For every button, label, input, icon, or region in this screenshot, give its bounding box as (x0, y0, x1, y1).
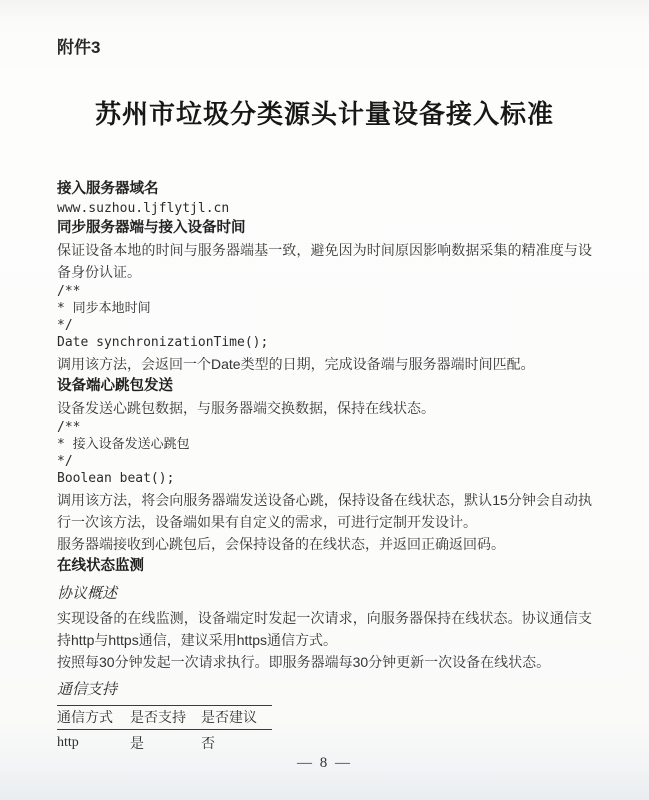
section-heading-online-status: 在线状态监测 (57, 558, 144, 574)
code-line: www.suzhou.ljflytjl.cn (57, 201, 230, 216)
section-heading-heartbeat: 设备端心跳包发送 (57, 378, 173, 394)
attachment-label: 附件3 (57, 38, 101, 57)
subheading-protocol-overview: 协议概述 (57, 586, 118, 602)
table-cell-method-http: http (57, 735, 79, 750)
document-title: 苏州市垃圾分类源头计量设备接入标准 (94, 100, 554, 129)
code-line: */ (57, 454, 73, 469)
time-sync-explanation: 调用该方法，会返回一个Date类型的日期，完成设备端与服务器端时间匹配。 (57, 356, 535, 372)
document-body (57, 178, 592, 754)
heartbeat-code-block (57, 419, 592, 487)
col-header-recommended: 是否建议 (201, 706, 272, 730)
page-number: — 8 — (297, 755, 352, 771)
code-line: * 接入设备发送心跳包 (57, 437, 190, 452)
col-header-comm-method: 通信方式 (57, 706, 130, 730)
table-cell-recommended-value: 否 (201, 735, 215, 751)
code-line: /** (57, 284, 81, 299)
table-cell-supported-value: 是 (130, 735, 144, 751)
table-header-row (57, 706, 272, 730)
code-line: /** (57, 420, 81, 435)
online-status-overview: 实现设备的在线监测，设备端定时发起一次请求，向服务器保持在线状态。协议通信支持http与https通信，建议采用https通信方式。 (57, 610, 592, 648)
heartbeat-explanation: 调用该方法，将会向服务器端发送设备心跳，保持设备在线状态，默认15分钟会自动执行一次该方法，设备端如果有自定义的需求，可进行定制开发设计。 (57, 492, 592, 530)
heartbeat-note: 服务器端接收到心跳包后，会保持设备的在线状态，并返回正确返回码。 (57, 536, 505, 552)
subheading-comm-support: 通信支持 (57, 682, 118, 698)
heartbeat-intro: 设备发送心跳包数据，与服务器端交换数据，保持在线状态。 (57, 400, 435, 416)
time-sync-code-block (57, 283, 592, 351)
time-sync-intro: 保证设备本地的时间与服务器端基一致，避免因为时间原因影响数据采集的精准度与设备身份认证。 (57, 242, 592, 280)
table-row (57, 730, 272, 755)
server-domain-text (57, 200, 592, 217)
comm-support-table (57, 705, 272, 754)
section-heading-server-domain: 接入服务器域名 (57, 181, 159, 197)
code-line: * 同步本地时间 (57, 301, 151, 316)
code-line: Date synchronizationTime(); (57, 335, 269, 350)
online-status-interval: 按照每30分钟发起一次请求执行。即服务器端每30分钟更新一次设备在线状态。 (57, 654, 551, 670)
code-line: Boolean beat(); (57, 471, 175, 486)
col-header-supported: 是否支持 (130, 706, 201, 730)
section-heading-time-sync: 同步服务器端与接入设备时间 (57, 220, 246, 236)
code-line: */ (57, 318, 73, 333)
